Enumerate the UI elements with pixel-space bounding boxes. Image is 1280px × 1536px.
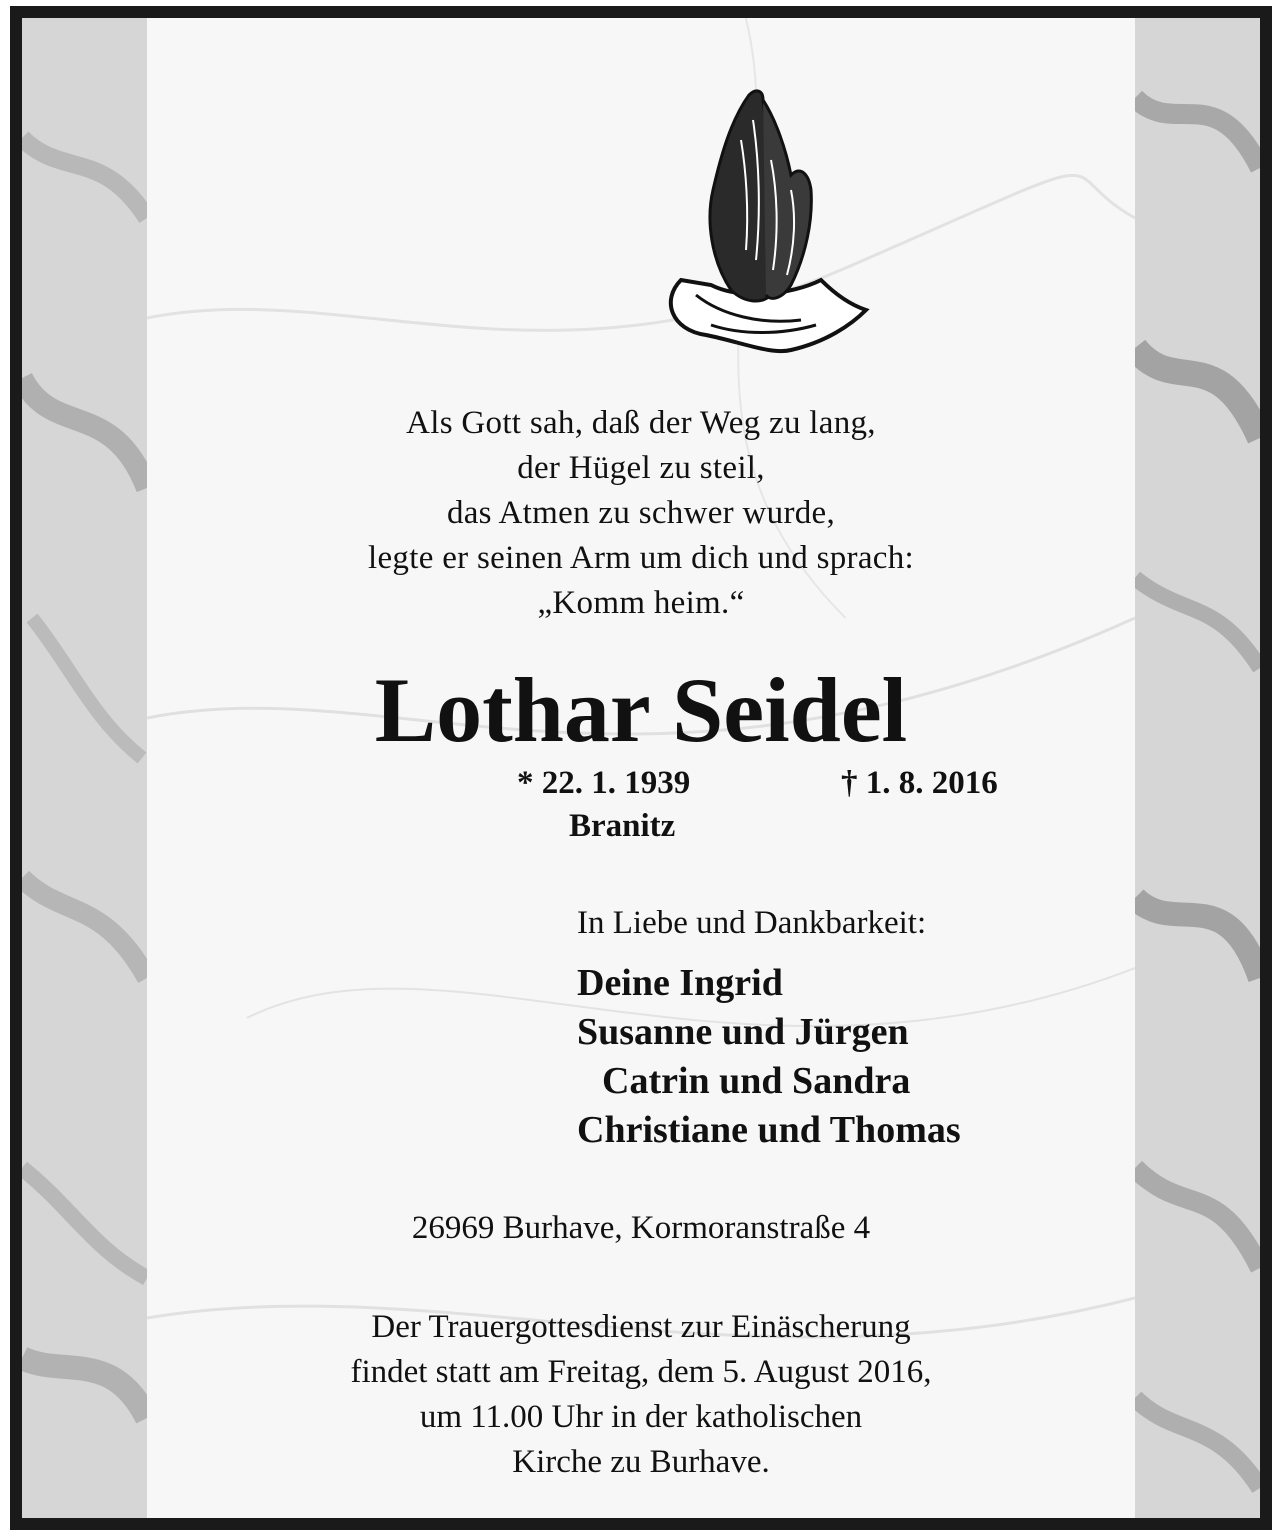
mourner-name: Christiane und Thomas — [577, 1109, 961, 1151]
verse-line: legte er seinen Arm um dich und sprach: — [368, 540, 914, 576]
obituary-frame — [10, 6, 1272, 1530]
verse-line: Als Gott sah, daß der Weg zu lang, — [406, 405, 876, 441]
verse-line: „Komm heim.“ — [537, 585, 745, 621]
mourner-name: Catrin und Sandra — [602, 1060, 911, 1102]
verse-line: das Atmen zu schwer wurde, — [446, 495, 836, 531]
service-line: Der Trauergottesdienst zur Einäscherung — [371, 1309, 911, 1345]
address: 26969 Burhave, Kormoranstraße 4 — [411, 1210, 871, 1246]
deceased-name: Lothar Seidel — [374, 659, 908, 761]
obituary-content — [147, 18, 1135, 1518]
marble-border-left — [22, 18, 147, 1518]
verse — [147, 401, 1135, 626]
mourner-name: Deine Ingrid — [577, 962, 783, 1004]
birthplace: Branitz — [569, 808, 676, 844]
marble-border-right — [1135, 18, 1260, 1518]
mourner-name: Susanne und Jürgen — [577, 1011, 909, 1053]
service-line: um 11.00 Uhr in der katholischen — [419, 1399, 863, 1435]
service-info — [147, 1305, 1135, 1485]
praying-hands-icon — [651, 80, 871, 360]
service-line: findet statt am Freitag, dem 5. August 2016, — [350, 1354, 932, 1390]
service-line: Kirche zu Burhave. — [512, 1444, 770, 1480]
birth-date: * 22. 1. 1939 — [517, 765, 691, 801]
death-date: † 1. 8. 2016 — [841, 765, 998, 801]
mourners-intro: In Liebe und Dankbarkeit: — [577, 905, 927, 941]
verse-line: der Hügel zu steil, — [517, 450, 765, 486]
